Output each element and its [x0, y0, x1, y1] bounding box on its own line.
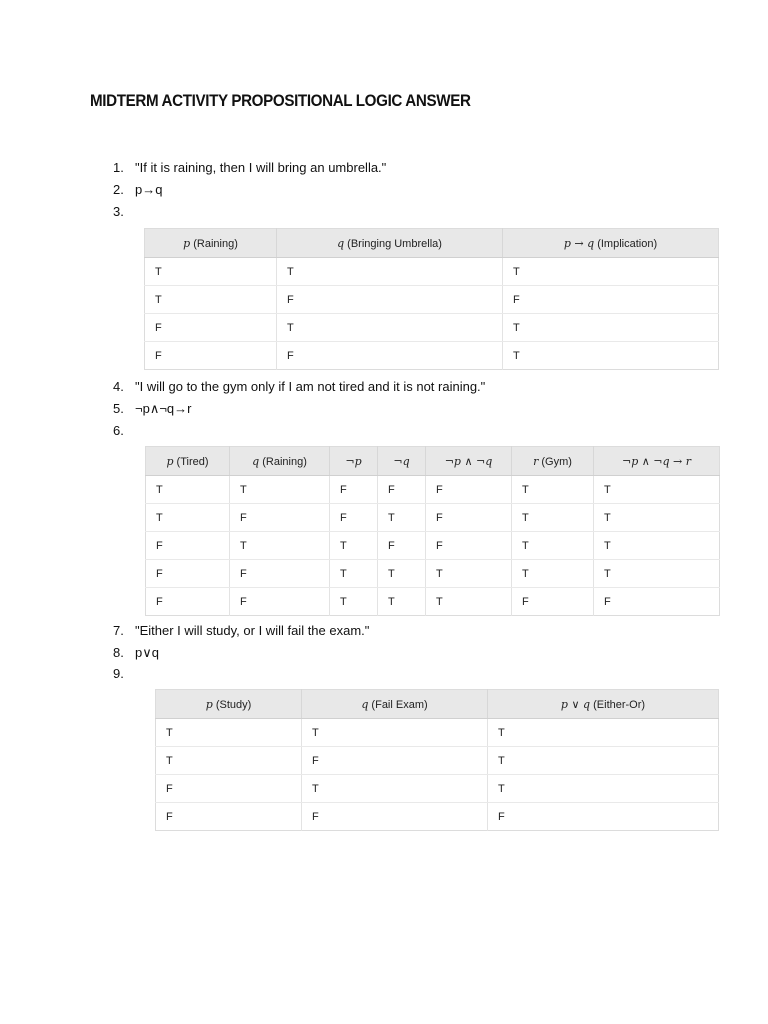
table-cell: T: [330, 532, 378, 560]
table-cell: T: [330, 560, 378, 588]
table-row: [145, 314, 719, 342]
table-cell: F: [426, 476, 512, 504]
truth-table-implication: [144, 228, 719, 370]
table-cell: F: [277, 286, 503, 314]
list-item: [113, 160, 386, 175]
table-cell: F: [145, 342, 277, 370]
table-cell: T: [488, 747, 719, 775]
list-item: [113, 623, 369, 638]
table-cell: T: [277, 314, 503, 342]
column-header: p ∨ q (Either-Or): [488, 690, 719, 719]
table-row: [145, 286, 719, 314]
item-number: 9.: [113, 666, 124, 681]
table-header-row: [146, 447, 720, 476]
table-cell: F: [146, 532, 230, 560]
table-cell: T: [302, 719, 488, 747]
truth-table-either-or: [155, 689, 719, 831]
table-row: [156, 775, 719, 803]
table-cell: F: [302, 803, 488, 831]
column-header: q (Raining): [230, 447, 330, 476]
item-number: 6.: [113, 423, 124, 438]
table-cell: T: [513, 349, 520, 362]
table-row: [146, 504, 720, 532]
table-row: [156, 747, 719, 775]
table-cell: F: [378, 476, 426, 504]
item-text: p∨q: [135, 645, 159, 660]
table-cell: T: [277, 258, 503, 286]
list-item: [113, 401, 192, 417]
list-item: [113, 645, 159, 661]
table-row: [145, 258, 719, 286]
item-number: 5.: [113, 401, 124, 416]
table-row: [156, 803, 719, 831]
column-header: ¬p: [330, 447, 378, 476]
item-number: 4.: [113, 379, 124, 394]
item-text: ¬p∧¬q→r: [135, 401, 192, 416]
truth-table-gym: [145, 446, 720, 616]
table-cell: T: [512, 560, 594, 588]
table-cell: T: [488, 719, 719, 747]
list-item: [113, 204, 135, 219]
table-row: [145, 342, 719, 370]
table-cell: F: [498, 810, 505, 823]
table-row: [156, 719, 719, 747]
list-item: [113, 182, 162, 197]
table-cell: T: [488, 775, 719, 803]
table-cell: F: [426, 504, 512, 532]
list-item: [113, 379, 485, 394]
column-header: r (Gym): [512, 447, 594, 476]
table-cell: T: [378, 560, 426, 588]
table-cell: F: [145, 314, 277, 342]
table-cell: F: [230, 588, 330, 616]
table-cell: T: [230, 476, 330, 504]
item-text: p→q: [135, 182, 163, 197]
column-header: ¬p ∧ ¬q: [426, 447, 512, 476]
table-cell: T: [156, 747, 302, 775]
table-cell: T: [503, 314, 719, 342]
item-number: 1.: [113, 160, 124, 175]
column-header: q (Fail Exam): [302, 690, 488, 719]
page-title: MIDTERM ACTIVITY PROPOSITIONAL LOGIC ANSWER: [90, 92, 471, 110]
item-text: "Either I will study, or I will fail the exam.": [135, 623, 370, 638]
item-number: 2.: [113, 182, 124, 197]
table-cell: T: [378, 504, 426, 532]
table-cell: T: [512, 532, 594, 560]
table-cell: T: [230, 532, 330, 560]
table-cell: T: [145, 258, 277, 286]
table-cell: F: [426, 532, 512, 560]
table-cell: F: [378, 532, 426, 560]
column-header: q (Bringing Umbrella): [277, 229, 503, 258]
table-cell: T: [330, 588, 378, 616]
table-header-row: [145, 229, 719, 258]
table-header-row: [156, 690, 719, 719]
table-cell: F: [330, 476, 378, 504]
table-cell: F: [156, 775, 302, 803]
table-cell: T: [156, 719, 302, 747]
table-cell: T: [594, 476, 720, 504]
table-cell: T: [302, 775, 488, 803]
table-cell: F: [302, 747, 488, 775]
item-text: "I will go to the gym only if I am not tired and it is not raining.": [135, 379, 486, 394]
table-cell: F: [156, 803, 302, 831]
table-cell: F: [146, 560, 230, 588]
table-cell: F: [503, 286, 719, 314]
table-cell: T: [426, 560, 512, 588]
list-item: [113, 423, 135, 438]
item-text: "If it is raining, then I will bring an umbrella.": [135, 160, 387, 175]
table-cell: T: [378, 588, 426, 616]
table-cell: F: [277, 342, 503, 370]
table-cell: F: [230, 504, 330, 532]
table-cell: T: [594, 560, 720, 588]
column-header: p → q (Implication): [503, 229, 719, 258]
table-cell: T: [594, 532, 720, 560]
table-cell: T: [512, 476, 594, 504]
table-row: [146, 588, 720, 616]
column-header: ¬q: [378, 447, 426, 476]
table-cell: F: [330, 504, 378, 532]
list-item: [113, 666, 135, 681]
table-row: [146, 532, 720, 560]
table-cell: T: [146, 476, 230, 504]
table-cell: F: [512, 588, 594, 616]
table-cell: T: [594, 504, 720, 532]
column-header: ¬p ∧ ¬q → r: [594, 447, 720, 476]
item-number: 3.: [113, 204, 124, 219]
table-cell: F: [230, 560, 330, 588]
table-cell: T: [426, 588, 512, 616]
table-row: [146, 476, 720, 504]
column-header: p (Tired): [146, 447, 230, 476]
table-row: [146, 560, 720, 588]
table-cell: T: [512, 504, 594, 532]
table-cell: T: [503, 258, 719, 286]
column-header: p (Study): [156, 690, 302, 719]
table-cell: F: [146, 588, 230, 616]
table-cell: T: [145, 286, 277, 314]
table-cell: F: [604, 595, 611, 608]
item-number: 7.: [113, 623, 124, 638]
column-header: p (Raining): [145, 229, 277, 258]
table-cell: T: [146, 504, 230, 532]
item-number: 8.: [113, 645, 124, 660]
